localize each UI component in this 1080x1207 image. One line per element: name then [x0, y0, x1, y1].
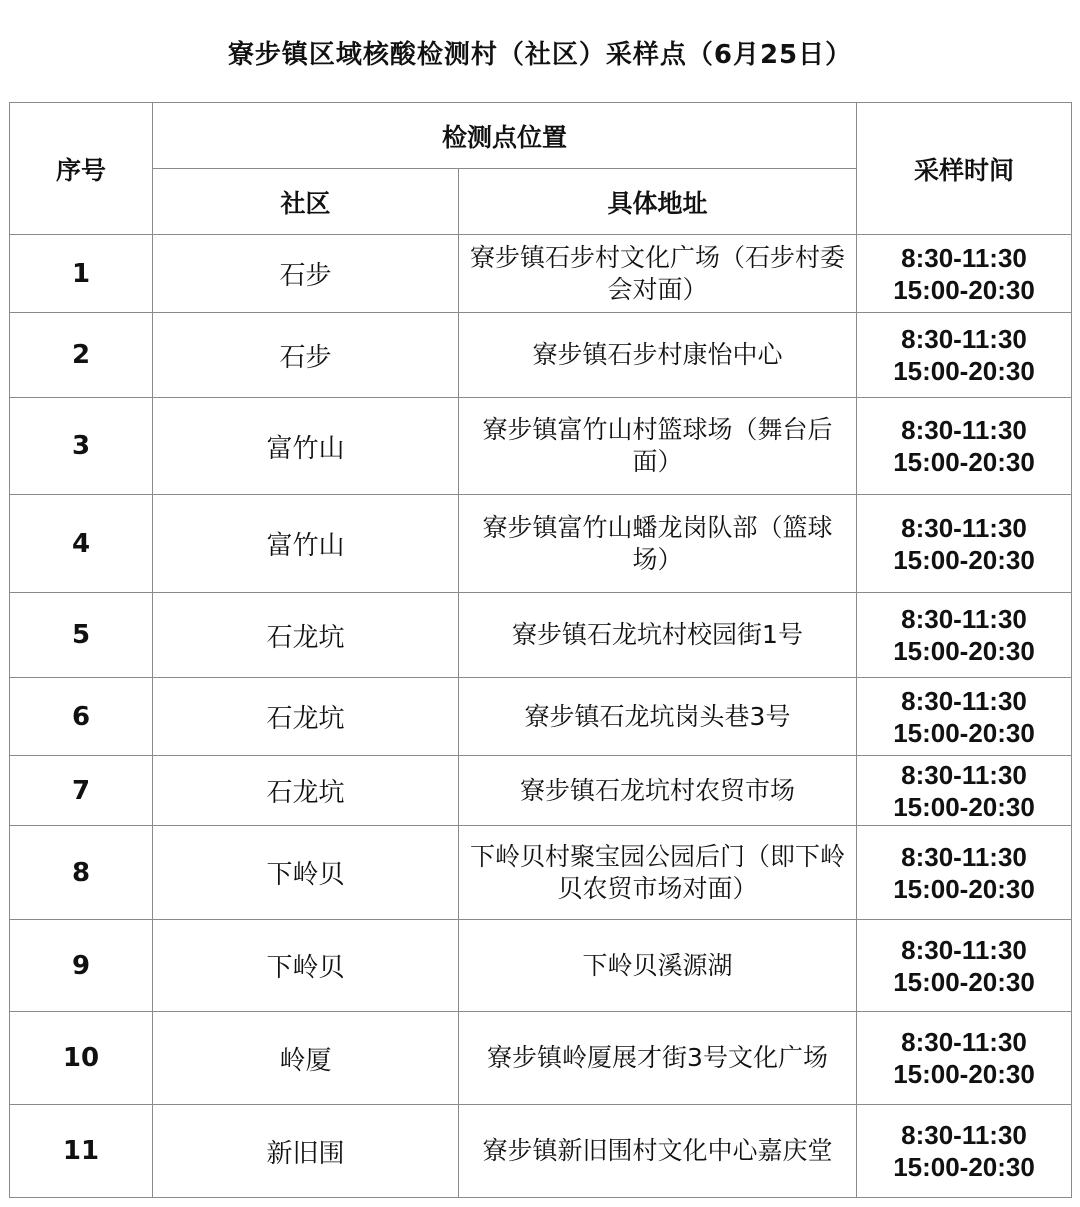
- row-address: 寮步镇富竹山村篮球场（舞台后面）: [459, 398, 857, 495]
- row-community: 下岭贝: [153, 920, 459, 1012]
- row-community: 富竹山: [153, 398, 459, 495]
- row-address: 寮步镇富竹山蟠龙岗队部（篮球场）: [459, 495, 857, 593]
- row-time: [857, 756, 1072, 826]
- time-afternoon: 15:00-20:30: [893, 544, 1035, 575]
- time-morning: 8:30-11:30: [901, 934, 1027, 965]
- time-afternoon: 15:00-20:30: [893, 1059, 1035, 1089]
- table-row: [10, 235, 1072, 313]
- header-index: 序号: [10, 103, 153, 235]
- time-morning: 8:30-11:30: [901, 1120, 1027, 1150]
- page-title: 寮步镇区域核酸检测村（社区）采样点（6月25日）: [227, 40, 853, 70]
- time-morning: 8:30-11:30: [901, 512, 1027, 543]
- row-time: [857, 398, 1072, 495]
- time-morning: 8:30-11:30: [901, 604, 1027, 634]
- header-row-top: [10, 103, 1072, 169]
- row-time: [857, 826, 1072, 920]
- row-index: 11: [10, 1105, 153, 1198]
- row-address: 寮步镇石步村康怡中心: [459, 313, 857, 398]
- row-address: 寮步镇石龙坑村农贸市场: [459, 756, 857, 826]
- row-index: 3: [10, 398, 153, 495]
- row-community: 石龙坑: [153, 593, 459, 678]
- header-community: 社区: [153, 169, 459, 235]
- row-index: 4: [10, 495, 153, 593]
- row-community: 富竹山: [153, 495, 459, 593]
- table-row: [10, 756, 1072, 826]
- time-morning: 8:30-11:30: [901, 242, 1027, 273]
- row-community: 新旧围: [153, 1105, 459, 1198]
- row-community: 下岭贝: [153, 826, 459, 920]
- row-address: 寮步镇新旧围村文化中心嘉庆堂: [459, 1105, 857, 1198]
- row-address: 下岭贝村聚宝园公园后门（即下岭贝农贸市场对面）: [459, 826, 857, 920]
- time-morning: 8:30-11:30: [901, 415, 1027, 445]
- row-address: 下岭贝溪源湖: [459, 920, 857, 1012]
- row-address: 寮步镇石龙坑村校园街1号: [459, 593, 857, 678]
- time-afternoon: 15:00-20:30: [893, 791, 1035, 822]
- row-address: 寮步镇岭厦展才街3号文化广场: [459, 1012, 857, 1105]
- row-community: 石步: [153, 235, 459, 313]
- row-time: [857, 920, 1072, 1012]
- table-row: [10, 398, 1072, 495]
- row-time: [857, 495, 1072, 593]
- row-index: 1: [10, 235, 153, 313]
- time-afternoon: 15:00-20:30: [893, 1152, 1035, 1182]
- row-index: 6: [10, 678, 153, 756]
- table-row: [10, 678, 1072, 756]
- table-row: [10, 1105, 1072, 1198]
- row-index: 9: [10, 920, 153, 1012]
- row-index: 5: [10, 593, 153, 678]
- time-afternoon: 15:00-20:30: [893, 873, 1035, 904]
- row-index: 8: [10, 826, 153, 920]
- row-index: 2: [10, 313, 153, 398]
- header-location-group: 检测点位置: [153, 103, 857, 169]
- row-time: [857, 593, 1072, 678]
- row-time: [857, 313, 1072, 398]
- table-row: [10, 920, 1072, 1012]
- row-community: 岭厦: [153, 1012, 459, 1105]
- time-afternoon: 15:00-20:30: [893, 966, 1035, 997]
- row-community: 石步: [153, 313, 459, 398]
- time-morning: 8:30-11:30: [901, 324, 1027, 354]
- row-time: [857, 235, 1072, 313]
- time-morning: 8:30-11:30: [901, 841, 1027, 872]
- row-time: [857, 1105, 1072, 1198]
- sampling-sites-table: [9, 102, 1072, 1198]
- table-row: [10, 495, 1072, 593]
- row-index: 7: [10, 756, 153, 826]
- time-morning: 8:30-11:30: [901, 1027, 1027, 1057]
- time-morning: 8:30-11:30: [901, 685, 1027, 716]
- table-row: [10, 313, 1072, 398]
- time-afternoon: 15:00-20:30: [893, 636, 1035, 666]
- table-row: [10, 1012, 1072, 1105]
- time-afternoon: 15:00-20:30: [893, 356, 1035, 386]
- row-time: [857, 678, 1072, 756]
- row-community: 石龙坑: [153, 756, 459, 826]
- time-morning: 8:30-11:30: [901, 759, 1027, 790]
- time-afternoon: 15:00-20:30: [893, 274, 1035, 305]
- row-community: 石龙坑: [153, 678, 459, 756]
- row-address: 寮步镇石龙坑岗头巷3号: [459, 678, 857, 756]
- header-address: 具体地址: [459, 169, 857, 235]
- time-afternoon: 15:00-20:30: [893, 447, 1035, 477]
- header-time: 采样时间: [857, 103, 1072, 235]
- row-index: 10: [10, 1012, 153, 1105]
- row-address: 寮步镇石步村文化广场（石步村委会对面）: [459, 235, 857, 313]
- row-time: [857, 1012, 1072, 1105]
- table-row: [10, 826, 1072, 920]
- time-afternoon: 15:00-20:30: [893, 717, 1035, 748]
- table-row: [10, 593, 1072, 678]
